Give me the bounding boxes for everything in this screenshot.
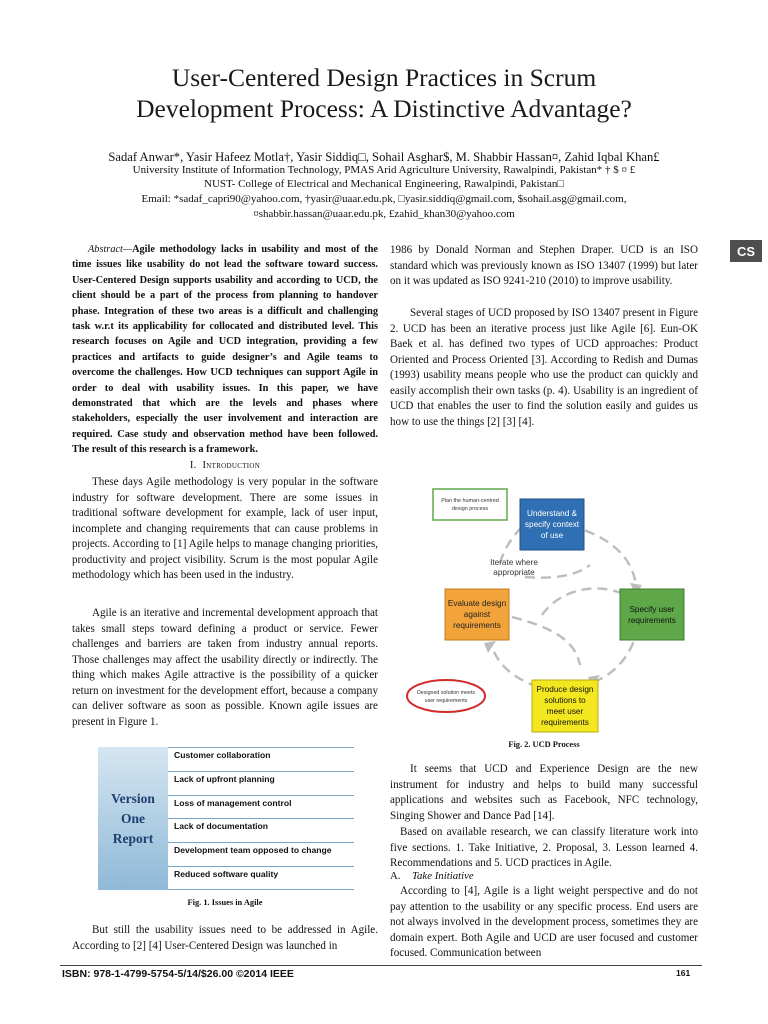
produce-label-4: requirements bbox=[541, 718, 589, 727]
plan-process-label-1: Plan the human-centred bbox=[441, 498, 499, 504]
understand-label-3: of use bbox=[540, 531, 564, 540]
right-paragraph-1: 1986 by Donald Norman and Stephen Draper. UCD is an ISO standard which was previously known as ISO 13407 (1999) but later on it was updated as ISO 9241-210 (2010) to improve usability. bbox=[390, 244, 698, 287]
understand-label-1: Understand & bbox=[526, 509, 578, 518]
page-number: 161 bbox=[676, 968, 691, 978]
evaluate-label-2: against bbox=[463, 610, 491, 619]
intro-heading-number: I. bbox=[189, 460, 197, 471]
abstract-text: Agile methodology lacks in usability and most of the time issues like usability do not lead the software toward success. User-Centered Design supports usability and according to UCD, the client should be a part of the process from planning to handover phase. Integration of these two areas is a difficult and challenging task w.r.t its applicability for collocated and distributed level. This research focuses on Agile and UCD integration, providing a few practices and artifacts to guide designer’s and Agile teams to overcome the challenges. How UCD techniques can support Agile in order to deal with usability issues. In this paper, we have demonstrated that which are the levels and phases where stakeholders, especially the user involvement and interaction are required. Case study and observation method have been followed. The result of this research is a framework. bbox=[72, 244, 378, 456]
author-emails-1: Email: *sadaf_capri90@yahoo.com, †yasir@uaar.edu.pk, □yasir.siddiq@gmail.com, $sohail.asg@gmail.com, bbox=[141, 193, 627, 205]
issue-row: Reduced software quality bbox=[168, 866, 354, 890]
right-paragraph-2-text: Several stages of UCD proposed by ISO 13407 present in Figure 2. UCD has been an iterative process just like Agile [6]. Eun-OK Baek et al. has defined two types of UCD approaches: Product Oriented and Process Oriented [3]. According to Redish and Dumas (1993) usability means people who use the product can quickly and easily accomplish their own tasks (p. 4). Usability is an ingredient of UCD that enables the user to find the solution easily and guides us how to use the things [2] [3] [4]. bbox=[390, 307, 698, 428]
author-list: Sadaf Anwar*, Yasir Hafeez Motla†, Yasir Siddiq□, Sohail Asghar$, M. Shabbir Hassan¤, Zahid Iqbal Khan£ bbox=[108, 150, 660, 164]
footer-rule bbox=[60, 965, 702, 966]
abstract bbox=[72, 242, 378, 458]
intro-paragraph-2-text: Agile is an iterative and incremental development approach that takes small steps toward defining a product or service. Fewer challenges and barriers are taken from industry annual reports. Those challenges may affect the usability directly or indirectly. The thing which makes Agile attractive is the possibility of a quicker return on investment for the development effort, because a company can deliver software as soon as possible. Known agile issues are present in Figure 1. bbox=[72, 607, 378, 728]
produce-label-1: Produce design bbox=[536, 685, 594, 694]
intro-paragraph-1-text: These days Agile methodology is very popular in the software industry for software development. There are some issues in traditional software development for example, lack of user input, incomplete and changing requirements that can cause problems in projects. According to [1] Agile helps to manage changing priorities, productivity and project visibility. Scrum is the most popular Agile methodology which has been used in the industry. bbox=[72, 476, 378, 581]
figure-1-caption: Fig. 1. Issues in Agile bbox=[187, 898, 263, 907]
intro-paragraph-3-text: But still the usability issues need to be addressed in Agile. According to [2] [4] User-Centered Design was launched in bbox=[72, 924, 378, 952]
iterate-label-1: Iterate where bbox=[490, 558, 538, 567]
intro-heading bbox=[72, 459, 378, 473]
designed-label-1: Designed solution meets bbox=[416, 690, 476, 696]
evaluate-label-1: Evaluate design bbox=[447, 599, 507, 608]
figure-1-side-label bbox=[98, 747, 168, 890]
issue-row: Lack of documentation bbox=[168, 818, 354, 842]
iterate-label-2: appropriate bbox=[493, 568, 535, 577]
intro-paragraph-3 bbox=[72, 923, 378, 954]
subsection-title: Take Initiative bbox=[412, 870, 474, 882]
figure-2-ucd-process-diagram bbox=[400, 467, 692, 735]
right-paragraph-5-text: According to [4], Agile is a light weight perspective and do not pay attention to the usability or any specific process. End users are not always involved in the development process, sometimes they are domain expert. Both Agile and UCD are user focused and customer focused. Communication between bbox=[390, 885, 698, 959]
side-label-line-3: Report bbox=[112, 830, 154, 846]
specify-label-2: requirements bbox=[628, 616, 676, 625]
title-line-2: Development Process: A Distinctive Advantage? bbox=[136, 94, 632, 123]
evaluate-label-3: requirements bbox=[453, 621, 501, 630]
right-paragraph-4 bbox=[390, 825, 698, 872]
specify-label-1: Specify user bbox=[629, 605, 675, 614]
right-paragraph-3-text: It seems that UCD and Experience Design are the new instrument for industry and helps to build many successful applications and websites such as Facebook, NFC technology, Singing Shower and Dance Pad [14]. bbox=[390, 763, 698, 822]
figure-1-issues-table bbox=[98, 747, 354, 890]
paper-title bbox=[60, 62, 708, 124]
issue-row: Development team opposed to change bbox=[168, 842, 354, 866]
designed-label-2: user requirements bbox=[424, 698, 468, 704]
intro-heading-text: Introduction bbox=[202, 460, 261, 471]
abstract-lead: Abstract— bbox=[88, 244, 133, 255]
title-line-1: User-Centered Design Practices in Scrum bbox=[171, 63, 597, 92]
plan-process-box bbox=[433, 489, 507, 520]
cycle-arrow-bottom bbox=[492, 647, 538, 687]
iterate-arrow-2 bbox=[512, 617, 580, 665]
affiliation-1: University Institute of Information Technology, PMAS Arid Agriculture University, Rawalpindi, Pakistan* † $ ¤ £ bbox=[132, 164, 636, 176]
produce-label-3: meet user bbox=[546, 707, 584, 716]
right-paragraph-2 bbox=[390, 306, 698, 430]
right-paragraph-5 bbox=[390, 884, 698, 962]
side-label-line-2: One bbox=[120, 810, 145, 826]
intro-paragraph-2 bbox=[72, 606, 378, 730]
right-paragraph-3 bbox=[390, 762, 698, 824]
intro-paragraph-1 bbox=[72, 475, 378, 584]
affiliation-2: NUST- College of Electrical and Mechanical Engineering, Rawalpindi, Pakistan□ bbox=[204, 178, 564, 190]
side-label-line-1: Version bbox=[111, 790, 155, 806]
author-emails-2: ¤shabbir.hassan@uaar.edu.pk, £zahid_khan30@yahoo.com bbox=[253, 208, 515, 220]
subsection-letter: A. bbox=[390, 870, 401, 882]
figure-2-caption: Fig. 2. UCD Process bbox=[508, 740, 580, 749]
arrow-head-left bbox=[484, 641, 496, 653]
specify-requirements-box bbox=[620, 589, 684, 640]
section-badge: CS bbox=[730, 240, 762, 262]
designed-solution-oval bbox=[407, 680, 485, 712]
issue-row: Lack of upfront planning bbox=[168, 771, 354, 795]
subsection-heading bbox=[390, 869, 698, 883]
footer-isbn: ISBN: 978-1-4799-5754-5/14/$26.00 ©2014 IEEE bbox=[62, 968, 294, 980]
plan-process-label-2: design process bbox=[451, 506, 489, 512]
produce-label-2: solutions to bbox=[544, 696, 586, 705]
understand-label-2: specify context bbox=[524, 520, 580, 529]
right-paragraph-4-text: Based on available research, we can classify literature work into five sections. 1. Take Initiative, 2. Proposal, 3. Lesson learned 4. Recommendations and 5. UCD practices in Agile. bbox=[390, 826, 698, 869]
issue-row: Loss of management control bbox=[168, 795, 354, 819]
issue-row: Customer collaboration bbox=[168, 747, 354, 771]
